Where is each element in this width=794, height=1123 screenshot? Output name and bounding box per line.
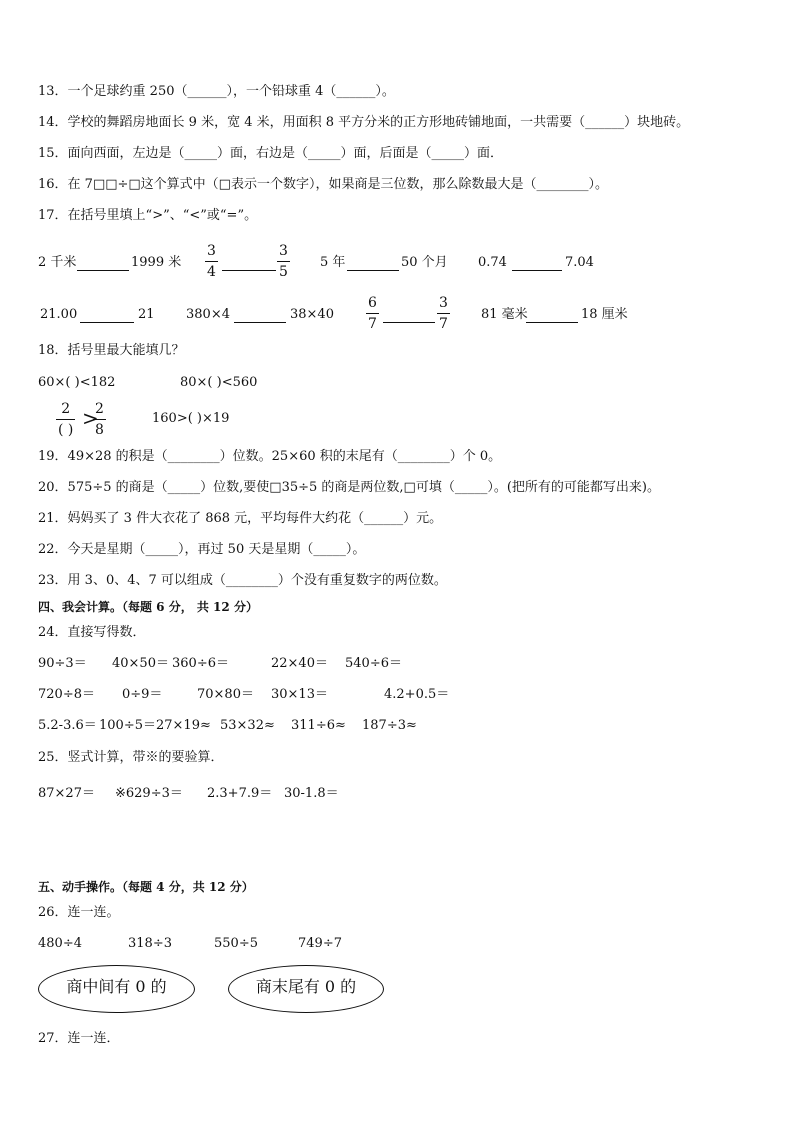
question-19: 19．49×28 的积是（________）位数。25×60 积的末尾有（________）个 0。 bbox=[38, 449, 502, 464]
question-17-stem: 17．在括号里填上“>”、“<”或“=”。 bbox=[38, 208, 258, 223]
q24-r1-5: 540÷6＝ bbox=[345, 656, 402, 671]
q26-4: 749÷7 bbox=[298, 936, 342, 951]
q24-r3-2: 100÷5＝ bbox=[99, 718, 156, 733]
q17-r1-b-left-fraction bbox=[205, 242, 218, 281]
denominator: 4 bbox=[207, 264, 216, 280]
question-23: 23．用 3、0、4、7 可以组成（________）个没有重复数字的两位数。 bbox=[38, 573, 447, 588]
q26-oval-1-label: 商中间有 0 的 bbox=[66, 977, 167, 996]
q18-frac-op: > bbox=[82, 406, 99, 430]
q25-1: 87×27＝ bbox=[38, 786, 95, 801]
denominator: ( ) bbox=[58, 422, 74, 438]
q24-r2-5: 4.2+0.5＝ bbox=[384, 687, 450, 702]
q17-r1-c-right: 50 个月 bbox=[401, 255, 448, 270]
numerator: 3 bbox=[439, 295, 448, 311]
q17-r2-b-left: 380×4 bbox=[186, 307, 230, 322]
question-13: 13．一个足球约重 250（______），一个铅球重 4（______）。 bbox=[38, 84, 395, 99]
section-4-heading: 四、我会计算。（每题 6 分， 共 12 分） bbox=[38, 600, 258, 614]
q24-r3-3: 27×19≈ bbox=[156, 718, 211, 733]
q26-2: 318÷3 bbox=[128, 936, 172, 951]
q26-oval-2-label: 商末尾有 0 的 bbox=[255, 977, 357, 996]
q26-oval-1[interactable] bbox=[38, 965, 195, 1013]
q17-blank[interactable] bbox=[222, 270, 276, 271]
q17-r2-c-right-fraction bbox=[437, 294, 450, 333]
numerator: 2 bbox=[95, 401, 104, 417]
q18-frac-left bbox=[56, 400, 75, 439]
q17-r2-a-left: 21.00 bbox=[40, 307, 78, 322]
q26-3: 550÷5 bbox=[214, 936, 258, 951]
q26-oval-2[interactable] bbox=[228, 965, 384, 1013]
q17-r1-d-right: 7.04 bbox=[565, 255, 594, 270]
question-21: 21．妈妈买了 3 件大衣花了 868 元，平均每件大约花（______）元。 bbox=[38, 511, 443, 526]
q18-frac-right bbox=[93, 400, 106, 439]
q24-r1-4: 22×40＝ bbox=[271, 656, 328, 671]
question-20: 20．575÷5 的商是（_____）位数,要使□35÷5 的商是两位数,□可填（_____）。(把所有的可能都写出来)。 bbox=[38, 480, 660, 495]
question-26-stem: 26．连一连。 bbox=[38, 905, 120, 920]
q17-r2-c-left-fraction bbox=[366, 294, 379, 333]
q17-blank[interactable] bbox=[77, 270, 129, 271]
numerator: 3 bbox=[279, 243, 288, 259]
question-22: 22．今天是星期（_____），再过 50 天是星期（_____）。 bbox=[38, 542, 366, 557]
question-18-stem: 18．括号里最大能填几？ bbox=[38, 343, 185, 358]
q17-r1-d-left: 0.74 bbox=[478, 255, 507, 270]
q18-a: 60×( )<182 bbox=[38, 375, 116, 390]
q24-r1-2: 40×50＝ bbox=[112, 656, 169, 671]
q24-r2-1: 720÷8＝ bbox=[38, 687, 95, 702]
q17-blank[interactable] bbox=[80, 322, 134, 323]
denominator: 7 bbox=[368, 316, 377, 332]
question-15: 15．面向西面，左边是（_____）面，右边是（_____）面，后面是（_____）面． bbox=[38, 146, 504, 161]
question-27: 27．连一连． bbox=[38, 1031, 120, 1046]
denominator: 7 bbox=[439, 316, 448, 332]
q24-r3-1: 5.2-3.6＝ bbox=[38, 718, 97, 733]
denominator: 8 bbox=[95, 422, 104, 438]
q26-1: 480÷4 bbox=[38, 936, 82, 951]
numerator: 2 bbox=[61, 401, 71, 417]
q17-r1-a-right: 1999 米 bbox=[131, 255, 182, 270]
q17-r1-b-right-fraction bbox=[277, 242, 290, 281]
q24-r1-1: 90÷3＝ bbox=[38, 656, 87, 671]
q17-r2-b-right: 38×40 bbox=[290, 307, 334, 322]
q17-blank[interactable] bbox=[383, 322, 435, 323]
section-5-heading: 五、动手操作。（每题 4 分，共 12 分） bbox=[38, 880, 254, 894]
q24-r2-2: 0÷9＝ bbox=[122, 687, 163, 702]
q24-r3-6: 187÷3≈ bbox=[362, 718, 417, 733]
denominator: 5 bbox=[279, 264, 288, 280]
q17-r1-a-left: 2 千米 bbox=[38, 255, 77, 270]
q17-blank[interactable] bbox=[347, 270, 399, 271]
numerator: 3 bbox=[207, 243, 216, 259]
question-25-stem: 25．竖式计算，带※的要验算． bbox=[38, 750, 224, 765]
q24-r3-4: 53×32≈ bbox=[220, 718, 275, 733]
q17-blank[interactable] bbox=[234, 322, 286, 323]
q25-3: 2.3+7.9＝ bbox=[207, 786, 273, 801]
q17-r1-c-left: 5 年 bbox=[320, 255, 346, 270]
question-16: 16．在 7□□÷□这个算式中（□表示一个数字），如果商是三位数，那么除数最大是（________）。 bbox=[38, 177, 608, 192]
q25-2: ※629÷3＝ bbox=[115, 786, 183, 801]
q17-r2-d-left: 81 毫米 bbox=[481, 307, 528, 322]
q25-4: 30-1.8＝ bbox=[284, 786, 339, 801]
q24-r1-3: 360÷6＝ bbox=[172, 656, 229, 671]
q17-r2-a-right: 21 bbox=[138, 307, 155, 322]
q17-blank[interactable] bbox=[512, 270, 562, 271]
q18-c: 160>( )×19 bbox=[152, 411, 230, 426]
q24-r3-5: 311÷6≈ bbox=[291, 718, 346, 733]
q17-r2-d-right: 18 厘米 bbox=[581, 307, 628, 322]
question-14: 14．学校的舞蹈房地面长 9 米，宽 4 米，用面积 8 平方分米的正方形地砖铺地面，一共需要（______）块地砖。 bbox=[38, 115, 690, 130]
q17-blank[interactable] bbox=[526, 322, 578, 323]
q18-b: 80×( )<560 bbox=[180, 375, 258, 390]
question-24-stem: 24．直接写得数． bbox=[38, 625, 146, 640]
numerator: 6 bbox=[368, 295, 377, 311]
q24-r2-3: 70×80＝ bbox=[197, 687, 254, 702]
q24-r2-4: 30×13＝ bbox=[271, 687, 328, 702]
